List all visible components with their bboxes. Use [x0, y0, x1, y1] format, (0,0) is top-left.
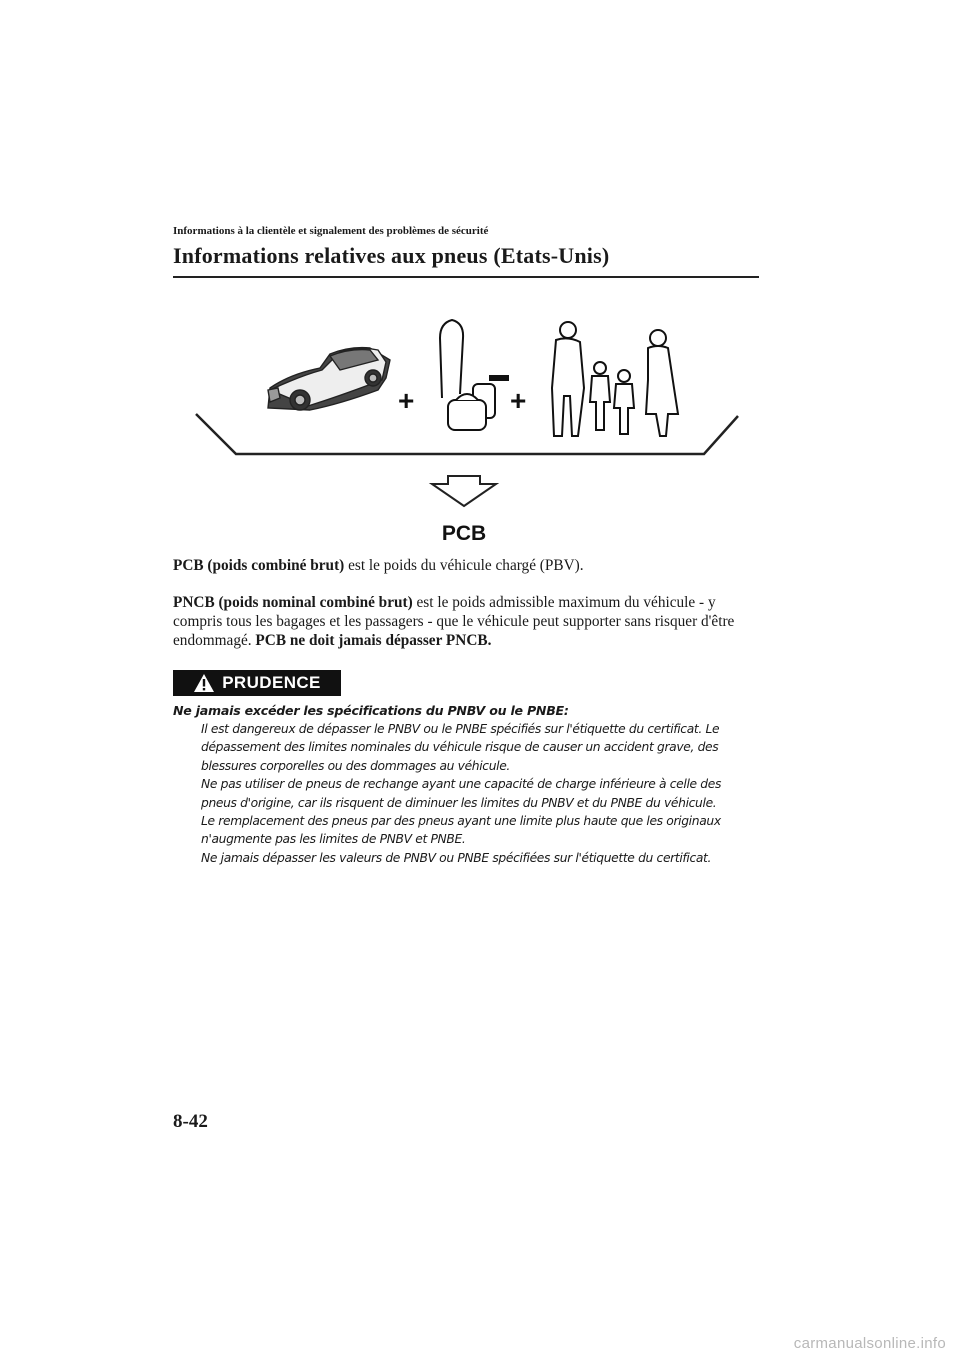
pcb-illustration [190, 318, 750, 548]
down-arrow-icon [432, 476, 496, 506]
caution-badge [173, 670, 341, 696]
luggage-icon [440, 320, 508, 430]
page-number: 8-42 [173, 1111, 208, 1132]
caution-line: n'augmente pas les limites de PNBV et PNBE. [201, 832, 466, 847]
pncb-definition [173, 593, 763, 650]
plus-sign-1: + [398, 385, 415, 416]
caution-line: Le remplacement des pneus par des pneus ayant une limite plus haute que les originaux [201, 814, 721, 829]
car-icon [268, 348, 390, 410]
caution-line: Ne pas utiliser de pneus de rechange ayant une capacité de charge inférieure à celle des [201, 777, 722, 792]
title-divider [173, 276, 759, 278]
pcb-definition [173, 556, 763, 575]
result-label: PCB [441, 522, 487, 545]
plus-sign-2: + [510, 385, 527, 416]
caution-line: blessures corporelles ou des dommages au véhicule. [201, 758, 510, 773]
caution-line: pneus d'origine, car ils risquent de diminuer les limites du PNBV et du PNBE du véhicule. [201, 795, 717, 810]
caution-body [201, 720, 761, 867]
caution-heading: Ne jamais excéder les spécifications du PNBV ou le PNBE: [173, 703, 569, 718]
passengers-icon [552, 322, 678, 436]
caution-line: Il est dangereux de dépasser le PNBV ou le PNBE spécifiés sur l'étiquette du certificat. Le [201, 722, 720, 736]
warning-icon [193, 673, 215, 693]
watermark: carmanualsonline.info [793, 1335, 946, 1352]
pncb-text: est le poids admissible maximum du véhicule - y compris tous les bagages et les passagers - que le véhicule peut supporter sans risquer d'être endommagé. [173, 594, 735, 649]
caution-line: Ne jamais dépasser les valeurs de PNBV ou PNBE spécifiées sur l'étiquette du certificat. [201, 850, 712, 865]
caution-line: dépassement des limites nominales du véhicule risque de causer un accident grave, des [201, 740, 719, 755]
section-label: Informations à la clientèle et signalement des problèmes de sécurité [173, 225, 489, 237]
caution-label: PRUDENCE [222, 673, 321, 692]
pcb-term: PCB (poids combiné brut) [173, 557, 345, 574]
pcb-text: est le poids du véhicule chargé (PBV). [344, 557, 584, 574]
pncb-term: PNCB (poids nominal combiné brut) [173, 594, 413, 611]
page-title: Informations relatives aux pneus (Etats-Unis) [173, 243, 610, 268]
pncb-rule: PCB ne doit jamais dépasser PNCB. [255, 632, 492, 649]
